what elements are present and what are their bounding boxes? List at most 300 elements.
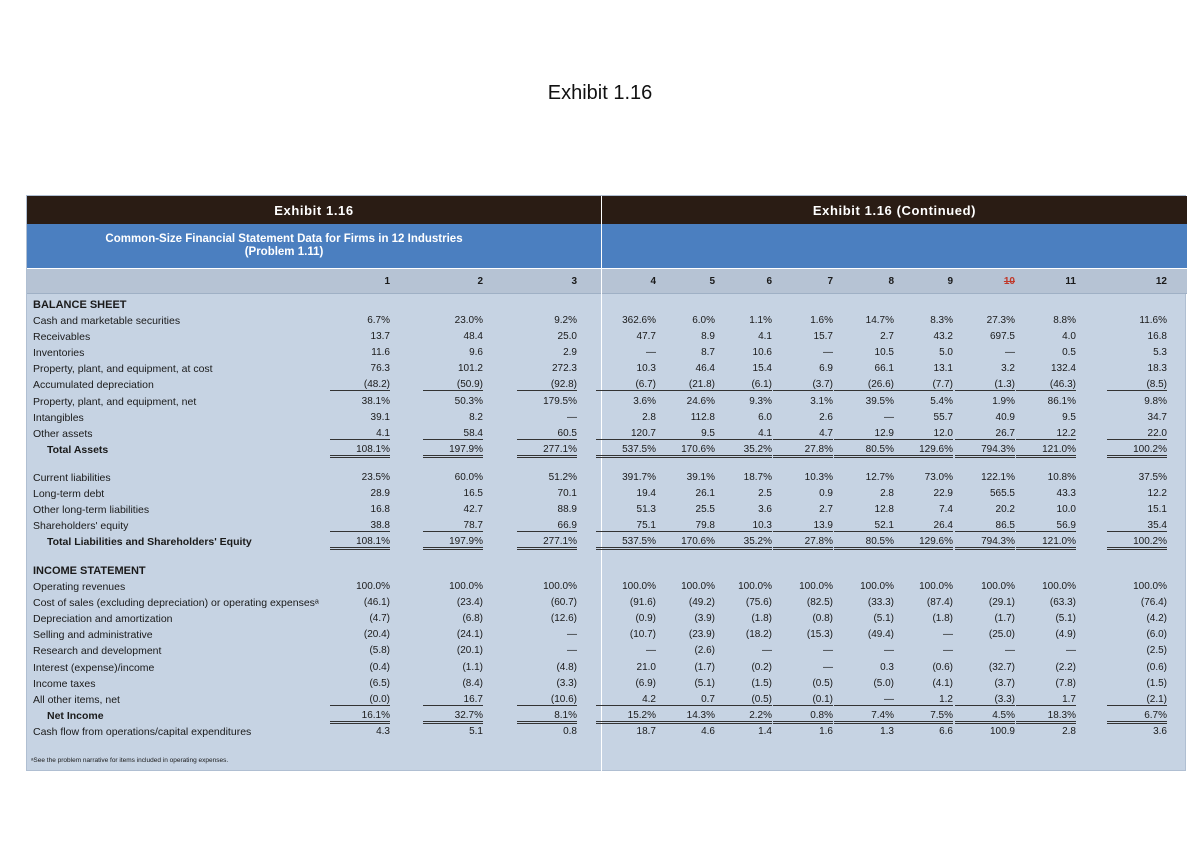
table-cell: — [884,645,894,657]
table-cell: 12.7% [865,472,894,483]
table-cell: 21.0 [636,661,656,673]
table-cell: 4.7 [773,428,833,440]
table-cell: 2.5 [758,488,772,500]
table-cell: 6.0 [758,411,772,423]
table-cell: (32.7) [988,661,1015,673]
table-cell: 8.9 [701,331,715,343]
table-cell: 50.3% [454,395,483,407]
table-cell: 22.0 [1107,428,1167,440]
table-cell: 5.1 [469,725,483,737]
table-cell: 100.2% [1107,444,1167,458]
row-label: Net Income [47,709,104,722]
table-cell: 100.9 [989,725,1015,737]
table-cell: (0.1) [773,694,833,706]
row-label: Receivables [33,331,91,344]
table-cell: — [646,645,656,657]
column-header-12: 12 [1155,276,1167,287]
right-panel-title: Exhibit 1.16 (Continued) [602,196,1187,224]
table-cell: 13.9 [773,520,833,532]
table-cell: 27.8% [773,536,833,550]
table-cell: 100.0% [622,581,656,592]
table-cell: 10.8% [1047,472,1076,483]
table-cell: — [567,411,577,423]
table-cell: (8.5) [1107,379,1167,391]
table-cell: 20.2 [995,504,1015,516]
table-cell: 3.2 [1001,363,1015,375]
table-cell: 52.1 [834,520,894,532]
table-cell: 13.7 [370,331,390,343]
column-header-2: 2 [477,276,483,287]
table-cell: (4.7) [369,613,390,625]
table-cell: (75.6) [745,597,772,609]
column-header-7: 7 [827,276,833,287]
table-cell: (0.5) [812,677,833,689]
table-cell: 6.6 [939,725,953,737]
table-cell: (5.1) [694,677,715,689]
table-cell: 66.1 [874,363,894,375]
table-cell: 38.8 [330,520,390,532]
table-cell: 4.0 [1062,331,1076,343]
table-cell: — [943,645,953,657]
table-cell: 80.5% [834,536,894,550]
table-cell: (87.4) [926,597,953,609]
table-cell: (0.5) [712,694,772,706]
table-cell: 11.6 [371,347,390,359]
table-cell: (3.9) [694,613,715,625]
table-cell: (1.7) [994,613,1015,625]
row-label: Accumulated depreciation [33,379,154,392]
table-cell: (26.6) [834,379,894,391]
table-cell: 8.7 [701,347,715,359]
table-cell: 43.3 [1056,488,1076,500]
table-cell: 794.3% [955,536,1015,550]
table-cell: 100.0% [860,581,894,592]
right-panel-band [602,224,1187,268]
table-cell: 16.8 [1147,331,1167,343]
column-header-3: 3 [571,276,577,287]
table-cell: (76.4) [1140,597,1167,609]
table-cell: (49.4) [867,629,894,641]
table-cell: 9.3% [749,395,772,407]
table-cell: 5.4% [930,395,953,407]
table-cell: 39.5% [865,395,894,407]
table-cell: 18.3% [1016,710,1076,724]
table-cell: (24.1) [456,629,483,641]
table-cell: 7.4% [834,710,894,724]
table-cell: 4.3 [376,725,390,737]
footnote: ᵃSee the problem narrative for items included in operating expenses. [31,757,229,764]
table-cell: 100.0% [981,581,1015,592]
row-label: Research and development [33,645,162,658]
row-label: Cash flow from operations/capital expenditures [33,725,252,738]
row-label: Selling and administrative [33,629,153,642]
table-cell: 9.5 [655,428,715,440]
table-cell: 35.4 [1107,520,1167,532]
table-cell: 6.0% [692,315,715,326]
column-header-1: 1 [384,276,390,287]
table-cell: 39.1 [370,411,390,423]
table-cell: 6.7% [1107,710,1167,724]
table-cell: 121.0% [1016,444,1076,458]
table-cell: 8.3% [930,315,953,326]
table-cell: (12.6) [550,613,577,625]
table-cell: 86.5 [955,520,1015,532]
table-cell: (2.5) [1146,645,1167,657]
table-cell: 5.3 [1153,347,1167,359]
table-cell: 23.0% [454,315,483,326]
table-cell: 22.9 [933,488,953,500]
column-header-11: 11 [1065,276,1076,287]
table-cell: (23.4) [456,597,483,609]
table-cell: 35.2% [712,444,772,458]
table-cell: (0.2) [751,661,772,673]
table-cell: (60.7) [550,597,577,609]
table-cell: (18.2) [745,629,772,641]
table-cell: 37.5% [1138,472,1167,483]
table-cell: (1.8) [932,613,953,625]
table-cell: 12.9 [834,428,894,440]
table-cell: 277.1% [517,444,577,458]
table-cell: 1.3 [880,725,894,737]
table-cell: 7.4 [939,504,953,516]
table-cell: 794.3% [955,444,1015,458]
table-cell: 132.4 [1050,363,1076,375]
table-cell: 100.0% [1133,581,1167,592]
table-cell: 100.0% [681,581,715,592]
table-cell: 12.2 [1016,428,1076,440]
table-cell: 1.2 [893,694,953,706]
table-cell: — [567,645,577,657]
table-cell: 47.7 [636,331,656,343]
table-cell: 4.5% [955,710,1015,724]
table-cell: 0.8 [563,725,577,737]
table-cell: 14.3% [655,710,715,724]
table-cell: 16.5 [463,488,483,500]
table-cell: 86.1% [1047,395,1076,407]
table-cell: 48.4 [463,331,483,343]
table-cell: 42.7 [463,504,483,516]
table-cell: 15.1 [1147,504,1167,516]
table-cell: 1.4 [758,725,772,737]
table-cell: 15.2% [596,710,656,724]
table-cell: 40.9 [995,411,1015,423]
table-cell: 1.1% [749,315,772,326]
row-label: Property, plant, and equipment, net [33,395,197,408]
column-header-9: 9 [947,276,953,287]
table-cell: 179.5% [543,395,577,407]
table-cell: (5.8) [369,645,390,657]
table-cell: 8.1% [517,710,577,724]
table-cell: 51.2% [548,472,577,483]
table-cell: 9.8% [1144,395,1167,407]
page-title: Exhibit 1.16 [547,82,653,104]
table-cell: — [567,629,577,641]
table-cell: 60.0% [454,472,483,483]
table-cell: 16.1% [330,710,390,724]
table-cell: 2.8 [1062,725,1076,737]
subtitle-line-2: (Problem 1.11) [244,246,324,258]
table-cell: 79.8 [655,520,715,532]
column-header-10: 10 [1003,276,1015,287]
table-cell: (1.3) [955,379,1015,391]
table-cell: 10.0 [1056,504,1076,516]
table-cell: 197.9% [423,444,483,458]
table-cell: — [884,411,894,423]
table-cell: 108.1% [330,444,390,458]
table-cell: (25.0) [988,629,1015,641]
table-cell: (4.2) [1146,613,1167,625]
table-cell: 120.7 [596,428,656,440]
table-cell: 12.8 [874,504,894,516]
table-cell: — [646,347,656,359]
table-cell: (10.6) [517,694,577,706]
table-cell: (49.2) [688,597,715,609]
table-cell: (6.5) [369,677,390,689]
table-cell: (5.1) [1055,613,1076,625]
table-cell: (1.1) [462,661,483,673]
table-cell: — [834,694,894,706]
table-cell: 362.6% [622,315,656,326]
table-cell: (6.1) [712,379,772,391]
table-cell: 112.8 [690,411,715,423]
table-cell: 5.0 [939,347,953,359]
table-cell: 129.6% [893,536,953,550]
table-cell: 10.3% [804,472,833,483]
table-cell: 88.9 [557,504,577,516]
table-cell: 0.8% [773,710,833,724]
row-label: Interest (expense)/income [33,661,155,674]
table-cell: (46.3) [1016,379,1076,391]
table-cell: 58.4 [423,428,483,440]
row-label: Total Assets [47,443,109,456]
table-cell: (4.9) [1055,629,1076,641]
table-cell: (46.1) [363,597,390,609]
left-panel-title: Exhibit 1.16 [27,196,601,224]
table-cell: 100.0% [799,581,833,592]
row-label: Long-term debt [33,488,105,501]
table-cell: (3.3) [556,677,577,689]
table-cell: 27.3% [986,315,1015,326]
table-cell: 60.5 [517,428,577,440]
section-title: BALANCE SHEET [33,299,127,311]
table-cell: (15.3) [806,629,833,641]
table-cell: 7.5% [893,710,953,724]
table-cell: 4.1 [330,428,390,440]
table-cell: 18.7% [743,472,772,483]
table-cell: 121.0% [1016,536,1076,550]
table-cell: (63.3) [1049,597,1076,609]
row-label: Operating revenues [33,581,126,593]
table-cell: 70.1 [557,488,577,500]
table-cell: 122.1% [981,472,1015,483]
table-cell: 2.6 [819,411,833,423]
table-cell: 23.5% [361,472,390,483]
table-cell: 78.7 [423,520,483,532]
table-cell: 18.7 [636,725,656,737]
table-cell: (48.2) [330,379,390,391]
table-cell: (7.7) [893,379,953,391]
row-label: Cash and marketable securities [33,315,181,327]
table-cell: 100.0% [738,581,772,592]
table-cell: 10.6 [752,347,772,359]
table-cell: 3.1% [810,395,833,407]
row-label: Cost of sales (excluding depreciation) or operating expensesᵃ [33,597,319,610]
table-cell: 129.6% [893,444,953,458]
row-label: Current liabilities [33,472,111,484]
table-cell: 2.2% [712,710,772,724]
table-cell: 2.8 [642,411,656,423]
table-cell: 16.8 [370,504,390,516]
table-cell: (91.6) [629,597,656,609]
table-cell: (5.0) [873,677,894,689]
table-cell: (21.8) [655,379,715,391]
table-cell: (1.7) [694,661,715,673]
table-cell: 277.1% [517,536,577,550]
table-cell: (6.8) [462,613,483,625]
table-cell: — [762,645,772,657]
table-cell: 9.2% [554,315,577,326]
section-title: INCOME STATEMENT [33,565,146,577]
table-cell: 12.0 [893,428,953,440]
table-cell: 46.4 [695,363,715,375]
table-cell: (2.6) [694,645,715,657]
row-label: Depreciation and amortization [33,613,173,626]
table-cell: 565.5 [989,488,1015,500]
table-cell: 24.6% [686,395,715,407]
table-cell: 43.2 [933,331,953,343]
table-cell: (20.4) [363,629,390,641]
column-header-6: 6 [766,276,772,287]
exhibit-table [26,195,1186,771]
table-cell: (2.2) [1055,661,1076,673]
table-cell: 27.8% [773,444,833,458]
row-label: Intangibles [33,411,84,424]
table-cell: 2.7 [819,504,833,516]
table-cell: 3.6 [758,504,772,516]
table-cell: — [823,645,833,657]
table-cell: (4.8) [556,661,577,673]
table-cell: 9.6 [469,347,483,359]
table-cell: 4.1 [712,428,772,440]
table-cell: 537.5% [596,444,656,458]
table-cell: 15.4 [752,363,772,375]
table-cell: 38.1% [361,395,390,407]
table-cell: 108.1% [330,536,390,550]
row-label: Property, plant, and equipment, at cost [33,363,213,376]
table-cell: 35.2% [712,536,772,550]
table-cell: 26.4 [893,520,953,532]
table-cell: — [943,629,953,641]
table-cell: 101.2 [457,363,483,375]
table-cell: 66.9 [517,520,577,532]
table-cell: 15.7 [813,331,833,343]
table-cell: (5.1) [873,613,894,625]
table-cell: 697.5 [989,331,1015,343]
table-cell: 3.6% [633,395,656,407]
table-cell: — [823,661,833,673]
table-cell: 32.7% [423,710,483,724]
table-cell: (0.0) [330,694,390,706]
row-label: All other items, net [33,693,120,706]
table-cell: 170.6% [655,536,715,550]
table-cell: 9.5 [1062,411,1076,423]
table-cell: 2.9 [563,347,577,359]
table-cell: (4.1) [932,677,953,689]
table-cell: (0.6) [1146,661,1167,673]
table-cell: (10.7) [629,629,656,641]
table-cell: 19.4 [636,488,656,500]
table-cell: (0.9) [635,613,656,625]
table-cell: (82.5) [806,597,833,609]
table-cell: 100.2% [1107,536,1167,550]
table-cell: 12.2 [1147,488,1167,500]
table-cell: (2.1) [1107,694,1167,706]
table-cell: 3.6 [1153,725,1167,737]
table-cell: (6.9) [635,677,656,689]
table-cell: 1.9% [992,395,1015,407]
table-cell: 6.9 [819,363,833,375]
table-cell: (1.5) [1146,677,1167,689]
table-cell: (1.8) [751,613,772,625]
row-label: Shareholders' equity [33,520,129,533]
table-cell: (92.8) [517,379,577,391]
table-cell: 2.7 [880,331,894,343]
table-cell: 25.0 [557,331,577,343]
table-cell: 170.6% [655,444,715,458]
table-cell: 28.9 [370,488,390,500]
table-cell: 100.0% [356,581,390,592]
table-cell: — [1066,645,1076,657]
table-cell: (3.7) [994,677,1015,689]
subtitle-line-1: Common-Size Financial Statement Data for Firms in 12 Industries [105,233,463,245]
table-cell: 6.7% [367,315,390,326]
table-cell: 1.6% [810,315,833,326]
table-cell: 100.0% [543,581,577,592]
table-cell: 34.7 [1147,411,1167,423]
table-cell: 0.7 [655,694,715,706]
table-cell: (50.9) [423,379,483,391]
table-cell: (0.6) [932,661,953,673]
table-cell: 80.5% [834,444,894,458]
row-label: Total Liabilities and Shareholders' Equity [47,536,252,549]
table-cell: 1.6 [819,725,833,737]
table-cell: 73.0% [924,472,953,483]
table-cell: — [823,347,833,359]
table-cell: 13.1 [933,363,953,375]
table-cell: 4.1 [758,331,772,343]
table-cell: 0.5 [1062,347,1076,359]
table-cell: 4.2 [596,694,656,706]
table-cell: 197.9% [423,536,483,550]
table-cell: 10.3 [712,520,772,532]
table-cell: 55.7 [933,411,953,423]
table-cell: (0.4) [369,661,390,673]
table-cell: 2.8 [880,488,894,500]
table-cell: (3.7) [773,379,833,391]
table-cell: (23.9) [688,629,715,641]
table-cell: 8.2 [469,411,483,423]
table-cell: 100.0% [919,581,953,592]
table-cell: 100.0% [449,581,483,592]
left-panel-subtitle [27,224,601,268]
table-cell: 51.3 [636,504,656,516]
table-cell: (8.4) [462,677,483,689]
table-cell: (1.5) [751,677,772,689]
table-cell: 1.7 [1016,694,1076,706]
row-label: Other assets [33,427,93,440]
table-cell: (3.3) [955,694,1015,706]
column-header-8: 8 [888,276,894,287]
